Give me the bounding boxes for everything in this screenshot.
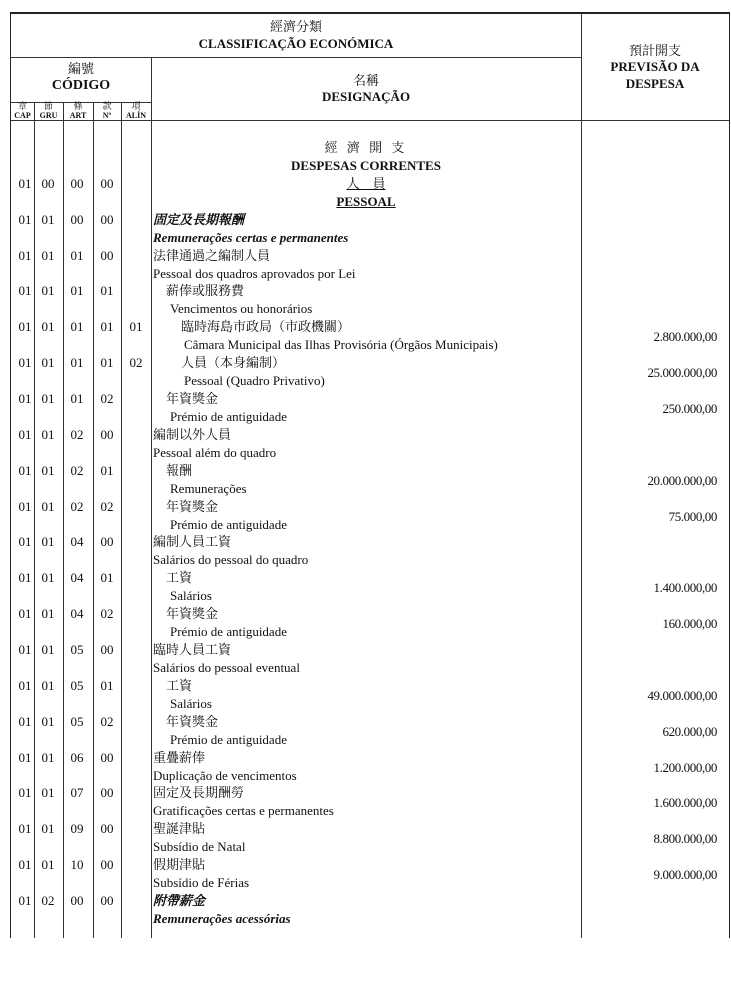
code-cell: 01 xyxy=(70,319,84,335)
row-label-pt: Prémio de antiguidade xyxy=(170,624,287,640)
code-cell: 01 xyxy=(41,283,55,299)
code-cell: 02 xyxy=(70,498,84,514)
row-divider xyxy=(11,57,581,58)
code-cell: 06 xyxy=(70,749,84,765)
row-label-zh: 工資 xyxy=(166,570,193,586)
code-cell: 01 xyxy=(18,462,32,478)
row-label-pt: Duplicação de vencimentos xyxy=(153,767,297,783)
code-cell: 00 xyxy=(70,211,84,227)
code-cell: 02 xyxy=(100,713,114,729)
row-label-pt: Pessoal (Quadro Privativo) xyxy=(184,373,325,389)
code-cell: 04 xyxy=(70,606,84,622)
row-label-pt: Remunerações certas e permanentes xyxy=(153,229,349,245)
row-label-pt: Pessoal dos quadros aprovados por Lei xyxy=(153,265,356,281)
code-cell: 02 xyxy=(100,606,114,622)
code-cell: 00 xyxy=(100,785,114,801)
row-label-pt: Vencimentos ou honorários xyxy=(170,301,313,317)
code-cell: 01 xyxy=(18,247,32,263)
subcol-pt: ART xyxy=(69,111,87,120)
code-cell: 01 xyxy=(100,283,114,299)
row-label-pt: Prémio de antiguidade xyxy=(170,516,287,532)
code-cell: 07 xyxy=(70,785,84,801)
forecast-zh: 預計開支 xyxy=(628,43,681,58)
subcol-pt: GRU xyxy=(39,111,58,120)
row-label-pt: Salários xyxy=(170,695,212,711)
code-cell: 01 xyxy=(18,893,32,909)
row-label-pt: Remunerações xyxy=(170,480,247,496)
code-cell: 01 xyxy=(41,355,55,371)
row-label-pt: Pessoal além do quadro xyxy=(153,444,277,460)
code-cell: 01 xyxy=(18,677,32,693)
code-cell: 01 xyxy=(18,606,32,622)
code-cell: 01 xyxy=(41,677,55,693)
amount-cell: 20.000.000,00 xyxy=(647,472,717,488)
row-label-zh: 附帶薪金 xyxy=(153,893,206,909)
code-cell: 01 xyxy=(18,821,32,837)
row-label-zh: 聖誕津貼 xyxy=(153,821,206,837)
subcol-pt: Nº xyxy=(102,111,112,120)
code-cell: 01 xyxy=(41,749,55,765)
row-label-zh: 人 員 xyxy=(346,175,386,191)
code-cell: 04 xyxy=(70,570,84,586)
code-cell: 01 xyxy=(70,283,84,299)
classification-pt: CLASSIFICAÇÃO ECONÓMICA xyxy=(198,36,394,51)
code-cell: 01 xyxy=(18,749,32,765)
code-cell: 01 xyxy=(18,175,32,191)
row-label-pt: Câmara Municipal das Ilhas Provisória (Órgãos Municipais) xyxy=(184,337,498,353)
code-cell: 01 xyxy=(41,606,55,622)
subcol-zh: 項 xyxy=(131,101,141,111)
amount-cell: 8.800.000,00 xyxy=(653,831,717,847)
section-pt: DESPESAS CORRENTES xyxy=(291,158,441,173)
code-cell: 01 xyxy=(18,642,32,658)
code-cell: 02 xyxy=(129,355,143,371)
row-label-zh: 年資獎金 xyxy=(166,606,219,622)
code-cell: 01 xyxy=(18,319,32,335)
code-cell: 05 xyxy=(70,713,84,729)
amount-cell: 9.000.000,00 xyxy=(653,867,717,883)
code-cell: 01 xyxy=(18,785,32,801)
code-cell: 01 xyxy=(18,391,32,407)
row-label-pt: Salários xyxy=(170,588,212,604)
row-label-zh: 報酬 xyxy=(166,462,193,478)
code-cell: 02 xyxy=(100,391,114,407)
subcol-zh: 條 xyxy=(73,101,83,111)
code-cell: 01 xyxy=(41,498,55,514)
row-label-zh: 假期津貼 xyxy=(153,857,206,873)
code-cell: 05 xyxy=(70,677,84,693)
row-label-pt: Subsídio de Natal xyxy=(153,839,246,855)
code-cell: 01 xyxy=(100,319,114,335)
code-cell: 01 xyxy=(18,713,32,729)
row-label-zh: 固定及長期報酬 xyxy=(153,211,245,227)
amount-cell: 75.000,00 xyxy=(668,508,717,524)
row-label-pt: Prémio de antiguidade xyxy=(170,731,287,747)
code-cell: 01 xyxy=(41,713,55,729)
code-cell: 01 xyxy=(41,462,55,478)
amount-cell: 250.000,00 xyxy=(662,400,717,416)
code-cell: 00 xyxy=(100,175,114,191)
row-label-pt: Subsídio de Férias xyxy=(153,875,250,891)
row-label-zh: 重疊薪俸 xyxy=(153,749,206,765)
code-cell: 00 xyxy=(100,857,114,873)
row-label-zh: 編制以外人員 xyxy=(153,426,232,442)
code-cell: 00 xyxy=(100,821,114,837)
code-cell: 01 xyxy=(41,785,55,801)
code-cell: 01 xyxy=(41,247,55,263)
code-cell: 01 xyxy=(41,821,55,837)
code-cell: 01 xyxy=(41,857,55,873)
code-cell: 00 xyxy=(100,749,114,765)
amount-cell: 49.000.000,00 xyxy=(647,687,717,703)
code-cell: 01 xyxy=(18,498,32,514)
row-label-zh: 薪俸或服務費 xyxy=(166,283,245,299)
code-cell: 01 xyxy=(100,677,114,693)
code-cell: 01 xyxy=(70,391,84,407)
code-cell: 00 xyxy=(100,247,114,263)
code-cell: 00 xyxy=(100,893,114,909)
row-label-pt: Gratificações certas e permanentes xyxy=(153,803,334,819)
code-zh: 編號 xyxy=(67,61,94,76)
subcol-zh: 款 xyxy=(102,101,112,111)
code-cell: 01 xyxy=(129,319,143,335)
row-label-zh: 人員（本身編制） xyxy=(181,355,286,371)
code-cell: 04 xyxy=(70,534,84,550)
code-cell: 09 xyxy=(70,821,84,837)
forecast-pt-1: PREVISÃO DA xyxy=(610,59,700,74)
row-label-zh: 固定及長期酬勞 xyxy=(153,785,245,801)
code-cell: 01 xyxy=(41,426,55,442)
row-label-pt: Salários do pessoal eventual xyxy=(153,659,300,675)
code-cell: 01 xyxy=(18,426,32,442)
code-cell: 01 xyxy=(70,247,84,263)
classification-zh: 經濟分類 xyxy=(269,19,322,34)
row-label-zh: 編制人員工資 xyxy=(153,534,232,550)
budget-table xyxy=(10,12,730,938)
amount-cell: 1.400.000,00 xyxy=(653,580,717,596)
code-cell: 01 xyxy=(41,391,55,407)
code-cell: 01 xyxy=(41,211,55,227)
row-label-pt: PESSOAL xyxy=(336,193,396,209)
code-cell: 02 xyxy=(100,498,114,514)
code-cell: 10 xyxy=(70,857,84,873)
forecast-pt-2: DESPESA xyxy=(625,76,685,91)
code-cell: 01 xyxy=(100,462,114,478)
header-bottom-line xyxy=(11,120,729,121)
amount-cell: 160.000,00 xyxy=(662,616,717,632)
row-label-pt: Prémio de antiguidade xyxy=(170,408,287,424)
column-divider xyxy=(581,14,582,938)
row-label-zh: 年資獎金 xyxy=(166,713,219,729)
code-cell: 01 xyxy=(70,355,84,371)
section-zh: 經 濟 開 支 xyxy=(324,140,408,155)
code-cell: 01 xyxy=(18,355,32,371)
subcol-pt: ALÍN xyxy=(125,111,146,120)
code-cell: 05 xyxy=(70,642,84,658)
code-cell: 01 xyxy=(41,570,55,586)
code-cell: 00 xyxy=(100,642,114,658)
code-cell: 01 xyxy=(18,857,32,873)
row-label-pt: Remunerações acessórias xyxy=(153,910,291,926)
row-label-pt: Salários do pessoal do quadro xyxy=(153,552,309,568)
row-label-zh: 臨時海島市政局（市政機關） xyxy=(181,319,351,335)
amount-cell: 2.800.000,00 xyxy=(653,329,717,345)
subcol-pt: CAP xyxy=(14,111,31,120)
code-cell: 01 xyxy=(100,570,114,586)
code-cell: 01 xyxy=(18,534,32,550)
row-label-zh: 法律通過之編制人員 xyxy=(153,247,271,263)
designation-zh: 名稱 xyxy=(352,73,379,88)
code-cell: 00 xyxy=(100,534,114,550)
amount-cell: 1.600.000,00 xyxy=(653,795,717,811)
code-pt: CÓDIGO xyxy=(51,78,111,93)
code-cell: 02 xyxy=(70,462,84,478)
code-cell: 02 xyxy=(70,426,84,442)
code-cell: 01 xyxy=(18,283,32,299)
code-cell: 00 xyxy=(41,175,55,191)
amount-cell: 620.000,00 xyxy=(662,723,717,739)
row-label-zh: 工資 xyxy=(166,677,193,693)
designation-pt: DESIGNAÇÃO xyxy=(321,89,411,104)
code-cell: 00 xyxy=(70,893,84,909)
code-cell: 00 xyxy=(100,211,114,227)
row-label-zh: 臨時人員工資 xyxy=(153,642,232,658)
subcol-zh: 節 xyxy=(43,101,53,111)
code-cell: 02 xyxy=(41,893,55,909)
row-label-zh: 年資獎金 xyxy=(166,498,219,514)
code-cell: 01 xyxy=(18,211,32,227)
code-cell: 00 xyxy=(100,426,114,442)
column-divider xyxy=(121,102,122,938)
code-cell: 00 xyxy=(70,175,84,191)
amount-cell: 1.200.000,00 xyxy=(653,759,717,775)
code-cell: 01 xyxy=(41,319,55,335)
code-cell: 01 xyxy=(100,355,114,371)
code-cell: 01 xyxy=(41,642,55,658)
code-cell: 01 xyxy=(18,570,32,586)
row-label-zh: 年資獎金 xyxy=(166,391,219,407)
code-cell: 01 xyxy=(41,534,55,550)
subcol-zh: 章 xyxy=(17,101,27,111)
amount-cell: 25.000.000,00 xyxy=(647,365,717,381)
